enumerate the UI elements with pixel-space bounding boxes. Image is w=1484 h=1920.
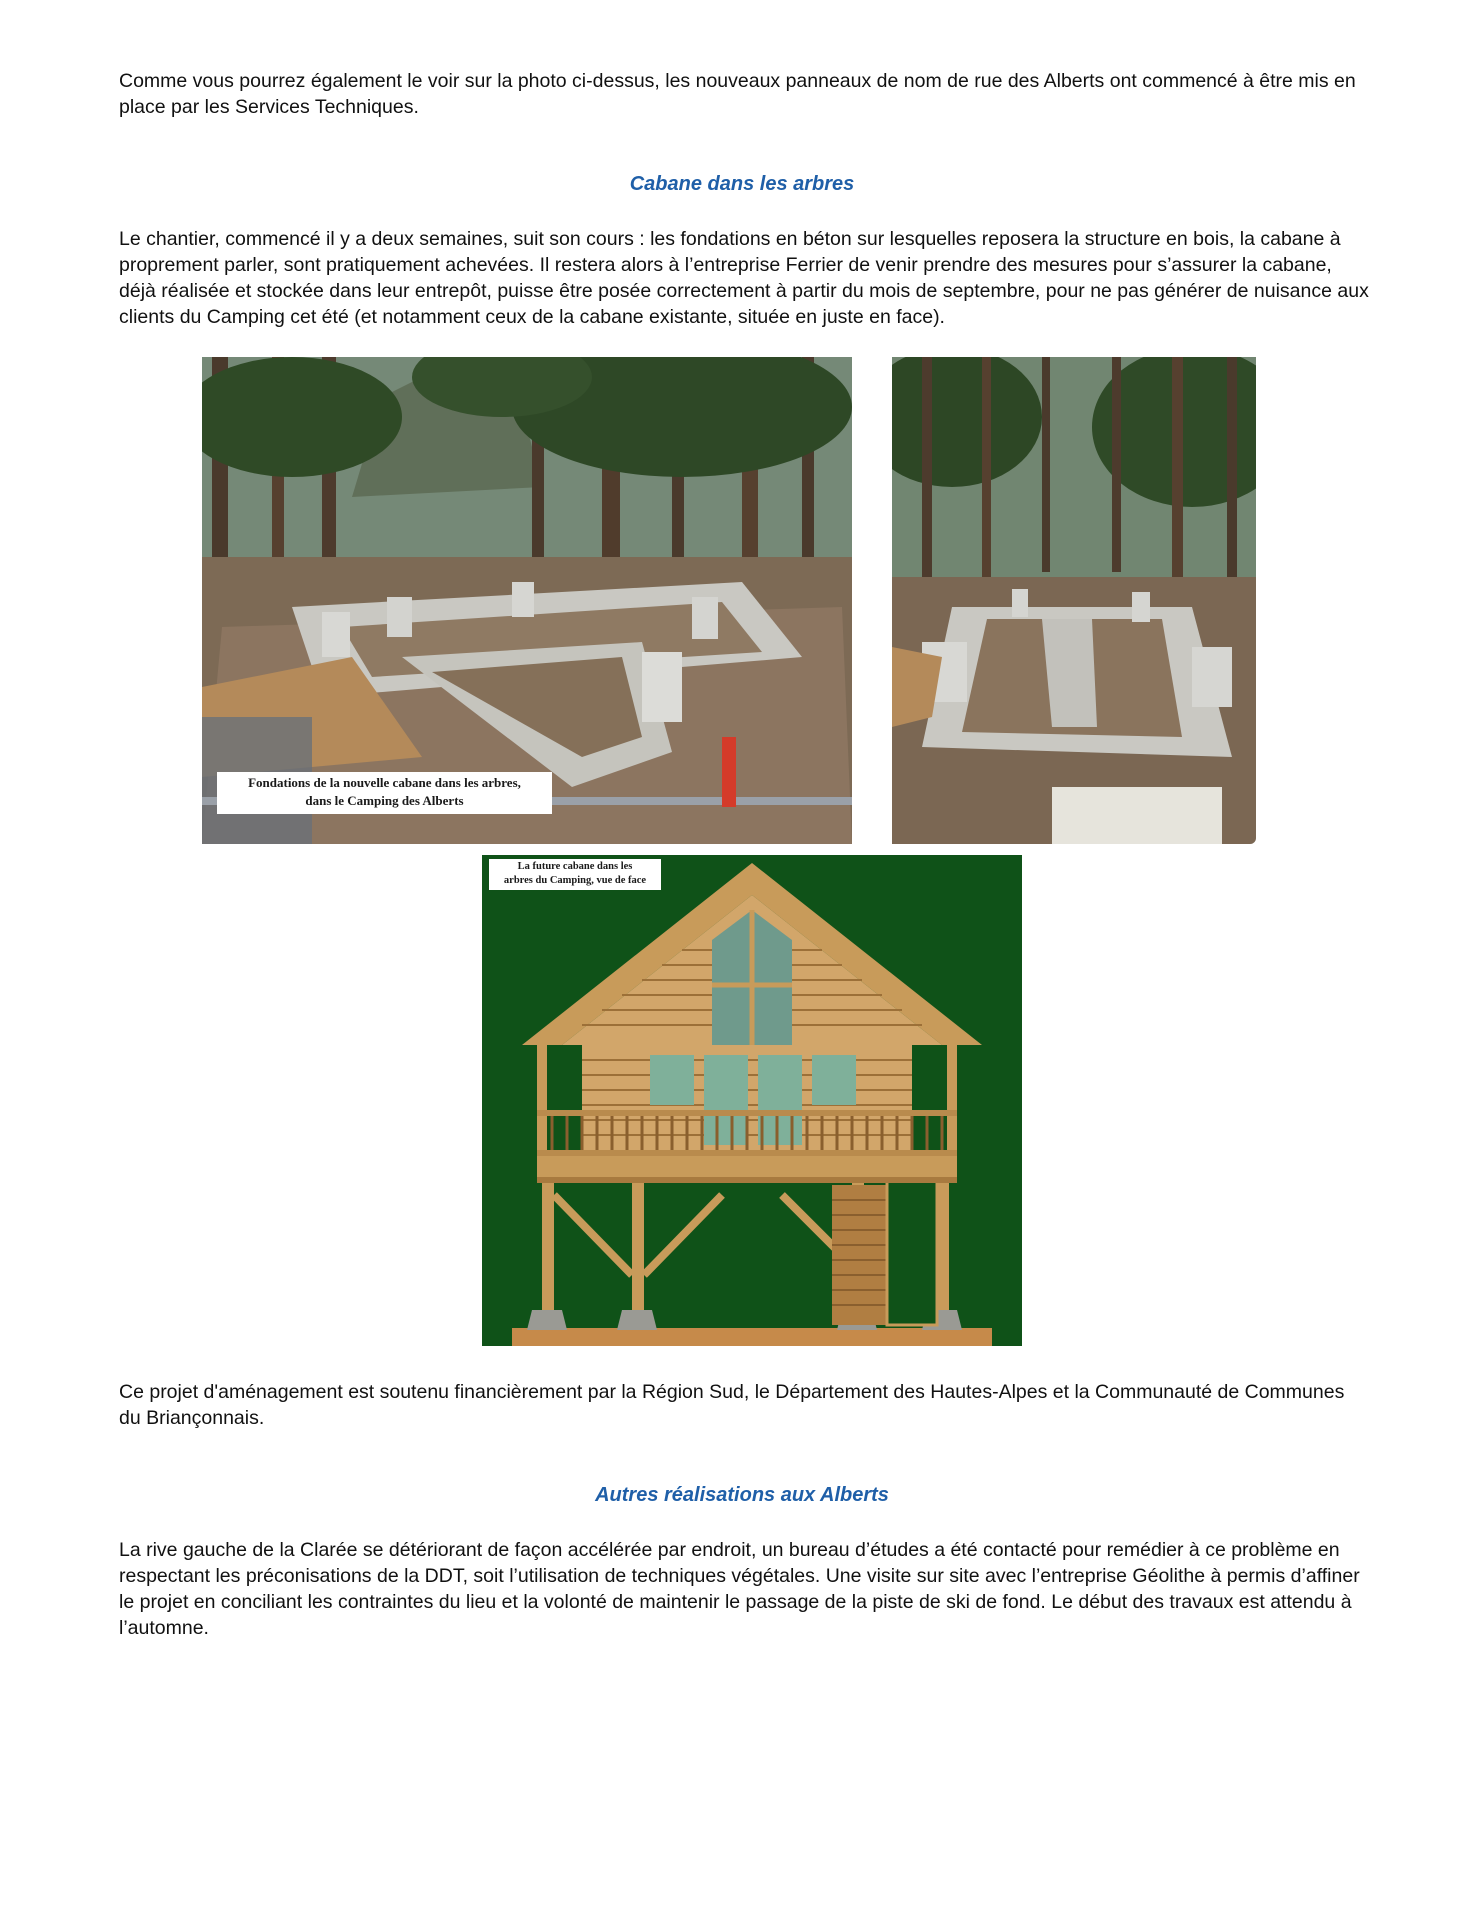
drawing-caption-line-2: arbres du Camping, vue de face [503, 875, 647, 886]
cabane-drawing-image [482, 855, 1022, 1346]
foundations-caption-line-1: Fondations de la nouvelle cabane dans les arbres, [248, 775, 521, 790]
foundations-photo-wide [202, 357, 852, 844]
cabane-drawing-caption [489, 859, 661, 890]
drawing-caption-line-1: La future cabane dans les [517, 861, 633, 872]
foundations-photo-long-image [892, 357, 1256, 844]
cabane-paragraph: Le chantier, commencé il y a deux semaines, suit son cours : les fondations en béton sur lesquelles reposera la structure en bois, la cabane à proprement parler, sont pratiquement achevées. Il restera alors à l’entreprise Ferrier de venir prendre des mesures pour s’assurer la cabane, déjà réalisée et stockée dans leur entrepôt, puisse être posée correctement à partir du mois de septembre, pour ne pas générer de nuisance aux clients du Camping cet été (et notamment ceux de la cabane existante, située en juste en face). [119, 228, 1369, 328]
foundations-photo-wide-image [202, 357, 852, 844]
foundations-photo-long [892, 357, 1256, 844]
section-title-cabane: Cabane dans les arbres [629, 173, 855, 195]
foundations-caption-line-2: dans le Camping des Alberts [305, 793, 464, 808]
intro-paragraph: Comme vous pourrez également le voir sur la photo ci-dessus, les nouveaux panneaux de nom de rue des Alberts ont commencé à être mis en place par les Services Techniques. [119, 70, 1356, 118]
riverbank-paragraph: La rive gauche de la Clarée se détériorant de façon accélérée par endroit, un bureau d’études a été contacté pour remédier à ce problème en respectant les préconisations de la DDT, soit l’utilisation de techniques végétales. Une visite sur site avec l’entreprise Géolithe à permis d’affiner le projet en conciliant les contraintes du lieu et la volonté de maintenir le passage de la piste de ski de fond. Le début des travaux est attendu à l’automne. [119, 1539, 1360, 1639]
foundations-photo-caption [217, 772, 552, 814]
cabane-drawing [482, 855, 1022, 1346]
funding-paragraph: Ce projet d'aménagement est soutenu financièrement par la Région Sud, le Département des Hautes-Alpes et la Communauté de Communes du Briançonnais. [119, 1381, 1345, 1429]
section-title-autres: Autres réalisations aux Alberts [595, 1484, 889, 1506]
